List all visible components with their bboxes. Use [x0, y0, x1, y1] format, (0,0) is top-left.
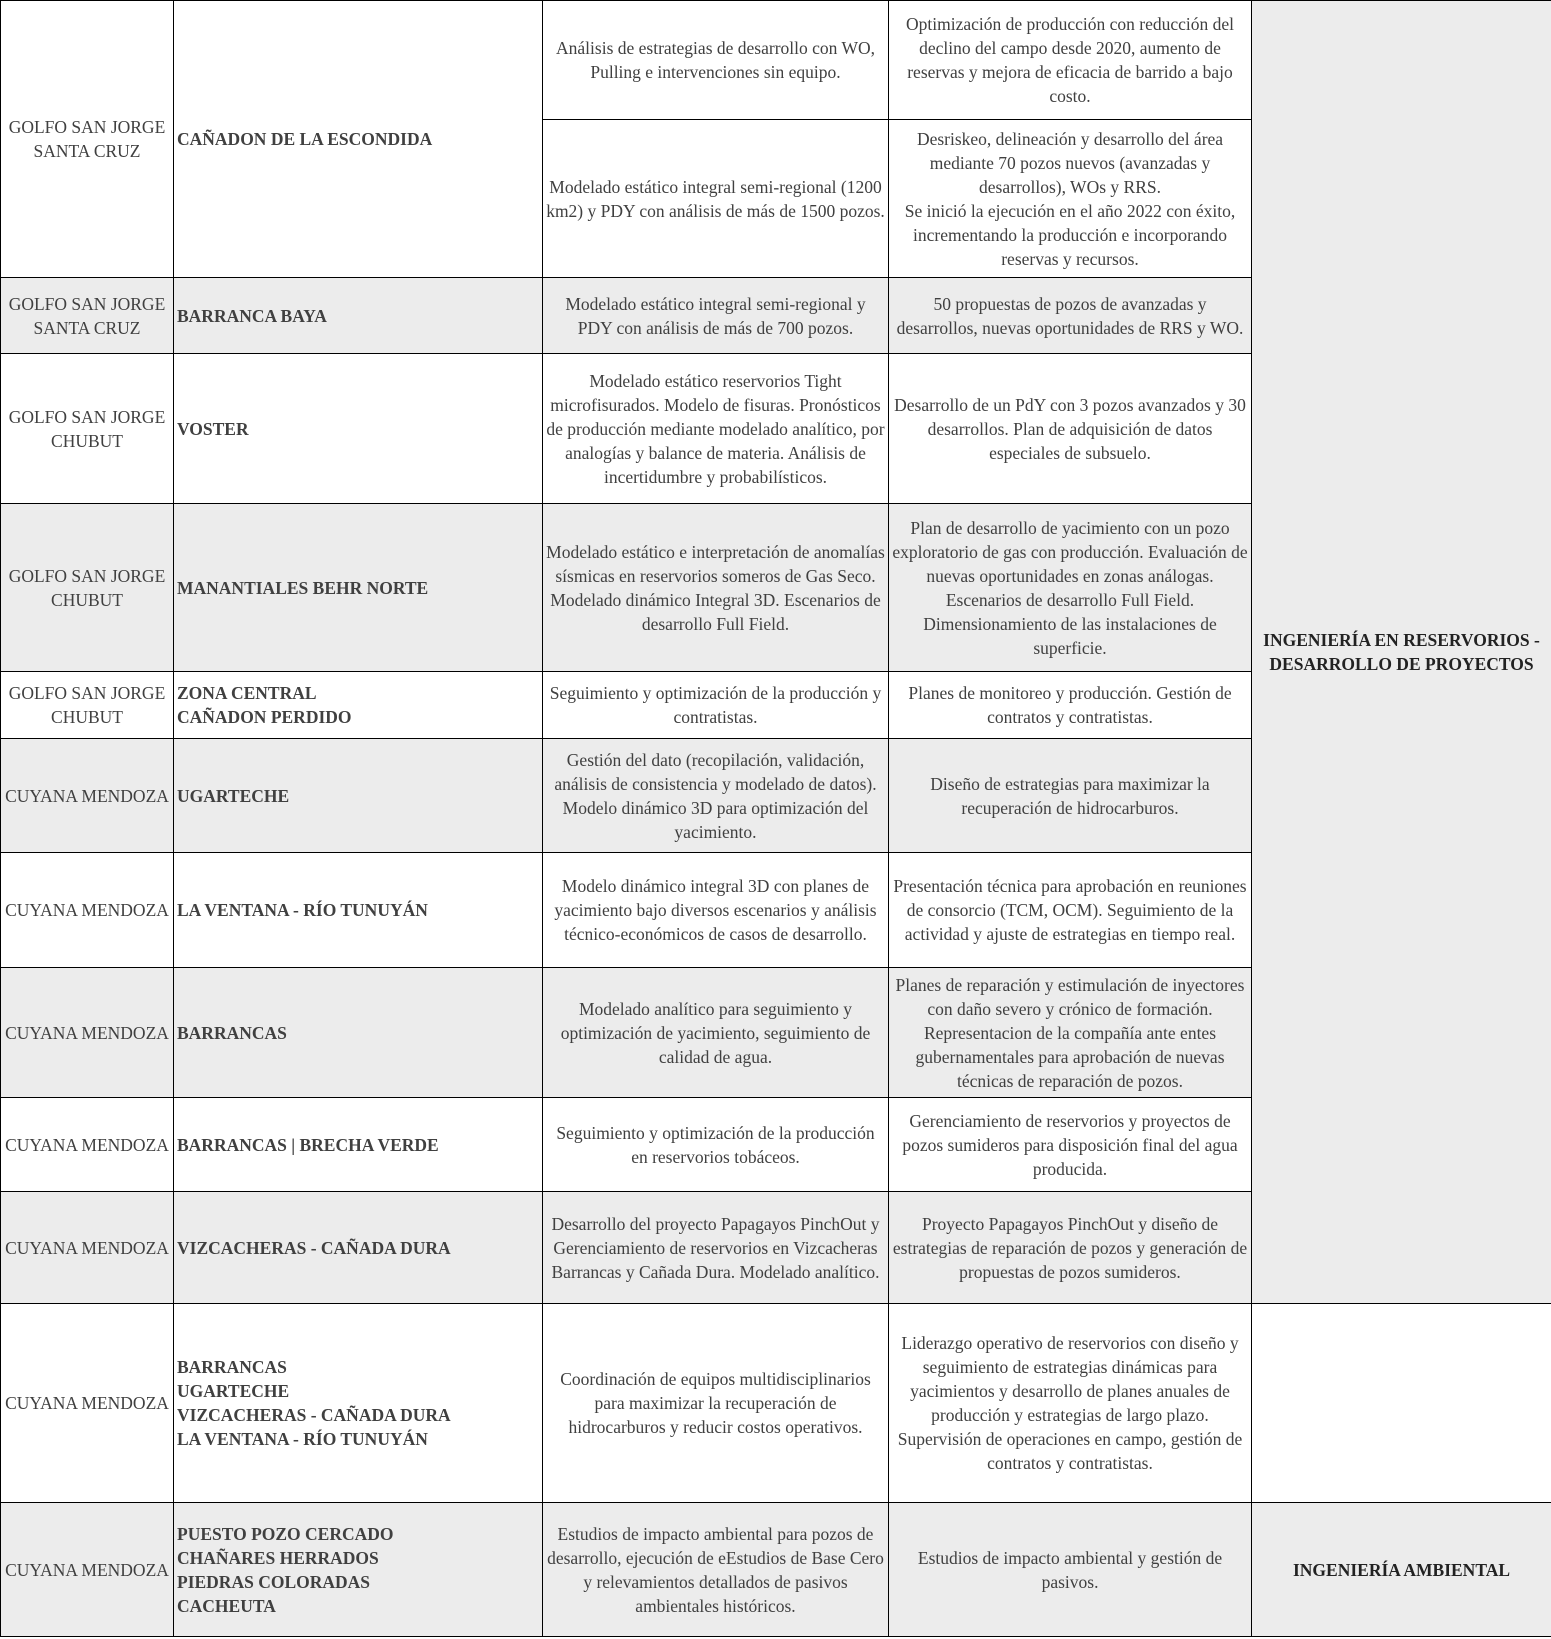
- field-cell: [174, 672, 543, 739]
- field-cell: [174, 739, 543, 853]
- region-cell: GOLFO SAN JORGE SANTA CRUZ: [1, 278, 174, 354]
- table-row: [1, 1, 1551, 120]
- field-name: CAÑADON DE LA ESCONDIDA: [177, 129, 433, 149]
- field-name: BARRANCA BAYA: [177, 305, 327, 326]
- result-cell: [889, 504, 1252, 672]
- description-cell: Modelo dinámico integral 3D con planes de yacimiento bajo diversos escenarios y análisis técnico-económicos de casos de desarrollo.: [543, 853, 889, 968]
- result-text: Planes de monitoreo y producción. Gestión de contratos y contratistas.: [908, 683, 1232, 727]
- field-cell: [174, 354, 543, 504]
- result-text: 50 propuestas de pozos de avanzadas y desarrollos, nuevas oportunidades de RRS y WO.: [896, 293, 1244, 338]
- result-text: Plan de desarrollo de yacimiento con un pozo exploratorio de gas con producción. Evaluación de nuevas oportunidades en zonas análogas. Escenarios de desarrollo Full Field. Dimensionamiento de las instalaciones de superficie.: [892, 517, 1248, 658]
- description-cell: Modelado estático e interpretación de anomalías sísmicas en reservorios someros de Gas Seco. Modelado dinámico Integral 3D. Escenarios de desarrollo Full Field.: [543, 504, 889, 672]
- field-cell: [174, 968, 543, 1098]
- result-cell: [889, 968, 1252, 1098]
- field-name: VOSTER: [177, 418, 249, 439]
- field-name: LA VENTANA - RÍO TUNUYÁN: [177, 1429, 428, 1449]
- result-cell: [889, 1192, 1252, 1304]
- field-name: CHAÑARES HERRADOS: [177, 1547, 379, 1568]
- result-text: Optimización de producción con reducción del declino del campo desde 2020, aumento de reservas y mejora de eficacia de barrido a bajo costo.: [905, 14, 1234, 106]
- description-cell: Modelado analítico para seguimiento y optimización de yacimiento, seguimiento de calidad de agua.: [543, 968, 889, 1098]
- description-cell: Gestión del dato (recopilación, validación, análisis de consistencia y modelado de datos). Modelo dinámico 3D para optimización del yacimiento.: [543, 739, 889, 853]
- field-name: BARRANCAS | BRECHA VERDE: [177, 1134, 439, 1155]
- area-cell-ambiental: INGENIERÍA AMBIENTAL: [1252, 1503, 1551, 1637]
- region-cell: GOLFO SAN JORGE CHUBUT: [1, 504, 174, 672]
- description-cell: Análisis de estrategias de desarrollo con WO, Pulling e intervenciones sin equipo.: [543, 1, 889, 120]
- field-cell: [174, 1, 543, 278]
- result-cell: [889, 278, 1252, 354]
- result-text: Desriskeo, delineación y desarrollo del área mediante 70 pozos nuevos (avanzadas y desarrollos), WOs y RRS.: [916, 128, 1224, 197]
- field-cell: [174, 1098, 543, 1192]
- field-cell: [174, 278, 543, 354]
- result-cell: [889, 1304, 1252, 1503]
- region-cell: CUYANA MENDOZA: [1, 1098, 174, 1192]
- region-cell: CUYANA MENDOZA: [1, 739, 174, 853]
- description-cell: Desarrollo del proyecto Papagayos PinchOut y Gerenciamiento de reservorios en Vizcacheras Barrancas y Cañada Dura. Modelado analítico.: [543, 1192, 889, 1304]
- field-cell: [174, 1503, 543, 1637]
- description-cell: Modelado estático integral semi-regional y PDY con análisis de más de 700 pozos.: [543, 278, 889, 354]
- field-name: MANANTIALES BEHR NORTE: [177, 577, 429, 598]
- result-cell: [889, 672, 1252, 739]
- field-name: VIZCACHERAS - CAÑADA DURA: [177, 1237, 451, 1258]
- result-cell: [889, 1098, 1252, 1192]
- description-cell: Coordinación de equipos multidisciplinarios para maximizar la recuperación de hidrocarburos y reducir costos operativos.: [543, 1304, 889, 1503]
- result-text: Presentación técnica para aprobación en reuniones de consorcio (TCM, OCM). Seguimiento de la actividad y ajuste de estrategias en tiempo real.: [893, 876, 1247, 944]
- result-text: Desarrollo de un PdY con 3 pozos avanzados y 30 desarrollos. Plan de adquisición de datos especiales de subsuelo.: [894, 394, 1246, 463]
- result-text: Gerenciamiento de reservorios y proyectos de pozos sumideros para disposición final del agua producida.: [902, 1110, 1238, 1179]
- field-name: CACHEUTA: [177, 1595, 276, 1616]
- region-cell: CUYANA MENDOZA: [1, 1192, 174, 1304]
- field-cell: [174, 1304, 543, 1503]
- result-cell: [889, 853, 1252, 968]
- result-cell: [889, 1, 1252, 120]
- description-cell: Modelado estático integral semi-regional (1200 km2) y PDY con análisis de más de 1500 pozos.: [543, 120, 889, 278]
- result-text: Planes de reparación y estimulación de inyectores con daño severo y crónico de formación. Representacion de la compañía ante entes gubernamentales para aprobación de nuevas técnicas de reparación de pozos.: [895, 974, 1245, 1091]
- field-name: UGARTECHE: [177, 1381, 290, 1401]
- table-row: [1, 1304, 1551, 1503]
- region-cell: CUYANA MENDOZA: [1, 853, 174, 968]
- field-name: PUESTO POZO CERCADO: [177, 1523, 394, 1544]
- description-cell: Estudios de impacto ambiental para pozos de desarrollo, ejecución de eEstudios de Base Cero y relevamientos detallados de pasivos ambientales históricos.: [543, 1503, 889, 1637]
- region-cell: GOLFO SAN JORGE SANTA CRUZ: [1, 1, 174, 278]
- field-name: ZONA CENTRAL: [177, 683, 317, 703]
- result-cell: [889, 1503, 1252, 1637]
- region-cell: CUYANA MENDOZA: [1, 1304, 174, 1503]
- field-cell: [174, 853, 543, 968]
- field-name: PIEDRAS COLORADAS: [177, 1571, 371, 1592]
- description-cell: Modelado estático reservorios Tight microfisurados. Modelo de fisuras. Pronósticos de producción mediante modelado analítico, por analogías y balance de materia. Análisis de incertidumbre y probabilísticos.: [543, 354, 889, 504]
- field-name: BARRANCAS: [177, 1357, 287, 1377]
- region-cell: GOLFO SAN JORGE CHUBUT: [1, 672, 174, 739]
- region-cell: GOLFO SAN JORGE CHUBUT: [1, 354, 174, 504]
- area-cell-reservorios: INGENIERÍA EN RESERVORIOS - DESARROLLO DE PROYECTOS: [1252, 1, 1551, 1304]
- result-text: Se inició la ejecución en el año 2022 con éxito, incrementando la producción e incorporando reservas y recursos.: [904, 200, 1236, 269]
- result-text: Diseño de estrategias para maximizar la recuperación de hidrocarburos.: [930, 773, 1210, 818]
- result-text: Estudios de impacto ambiental y gestión de pasivos.: [917, 1547, 1223, 1592]
- field-name: UGARTECHE: [177, 785, 290, 806]
- result-cell: [889, 354, 1252, 504]
- result-text: Proyecto Papagayos PinchOut y diseño de estrategias de reparación de pozos y generación de propuestas de pozos sumideros.: [892, 1213, 1248, 1282]
- field-name: LA VENTANA - RÍO TUNUYÁN: [177, 900, 428, 920]
- result-text: Liderazgo operativo de reservorios con diseño y seguimiento de estrategias dinámicas para yacimientos y desarrollo de planes anuales de producción y estrategias de largo plazo.: [901, 1333, 1239, 1425]
- region-cell: CUYANA MENDOZA: [1, 968, 174, 1098]
- result-cell: [889, 739, 1252, 853]
- result-cell: [889, 120, 1252, 278]
- field-name: VIZCACHERAS - CAÑADA DURA: [177, 1405, 451, 1425]
- table-row: [1, 1503, 1551, 1637]
- description-cell: Seguimiento y optimización de la producción y contratistas.: [543, 672, 889, 739]
- field-name: CAÑADON PERDIDO: [177, 707, 352, 727]
- description-cell: Seguimiento y optimización de la producción en reservorios tobáceos.: [543, 1098, 889, 1192]
- field-cell: [174, 504, 543, 672]
- field-name: BARRANCAS: [177, 1022, 287, 1043]
- field-cell: [174, 1192, 543, 1304]
- region-cell: CUYANA MENDOZA: [1, 1503, 174, 1637]
- result-text: Supervisión de operaciones en campo, gestión de contratos y contratistas.: [897, 1429, 1243, 1473]
